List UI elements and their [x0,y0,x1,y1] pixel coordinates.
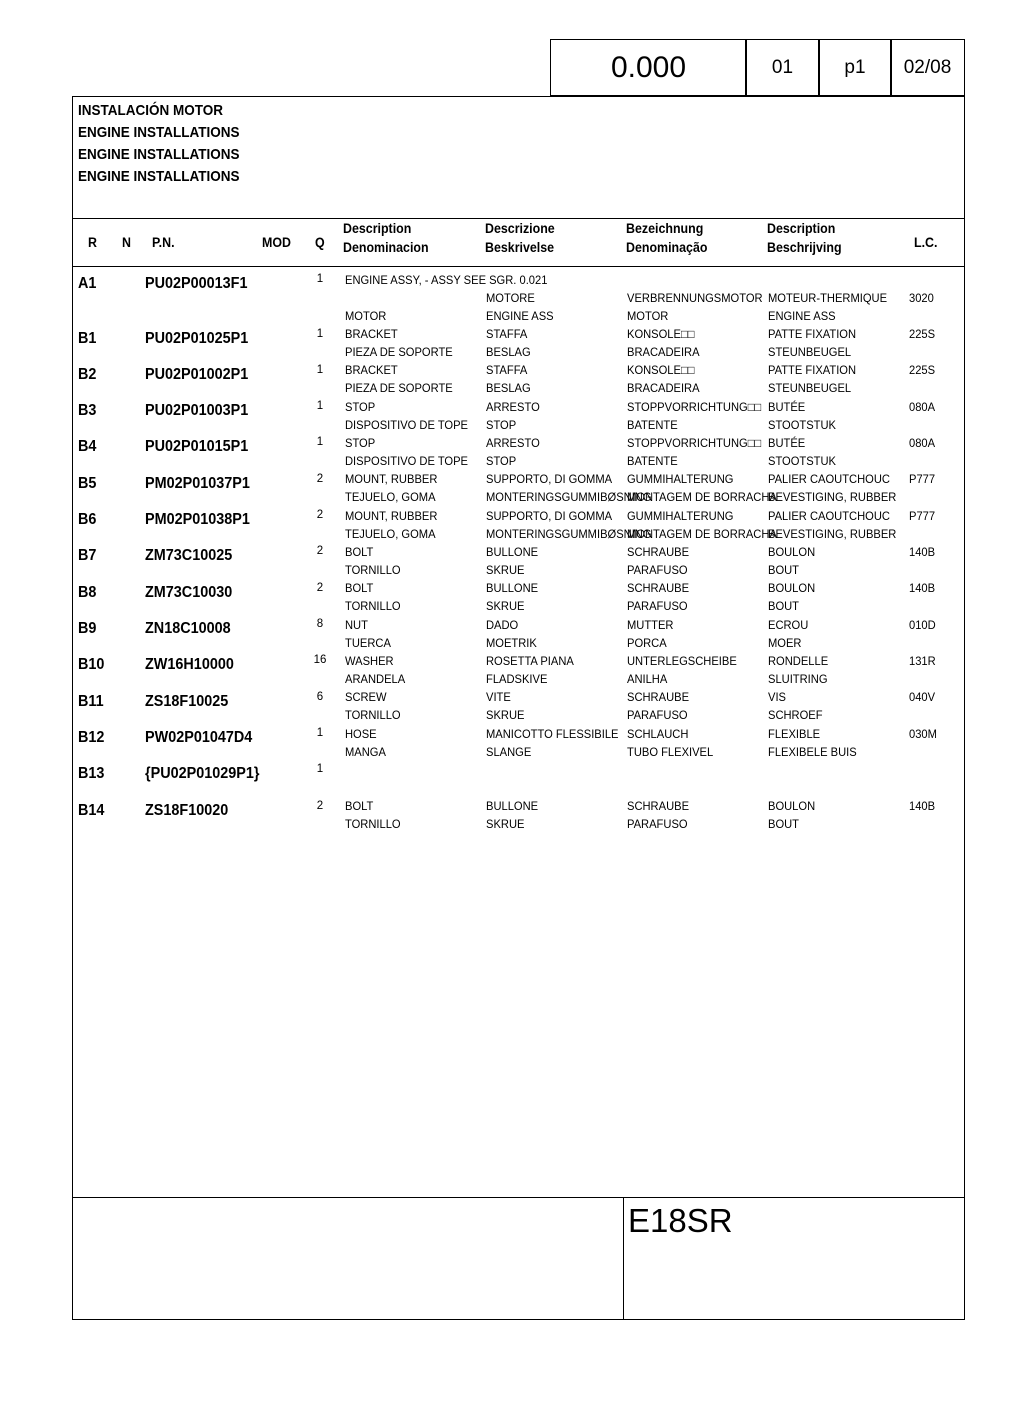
row-desc-en: BRACKET [345,363,398,377]
row-desc-pt: PARAFUSO [627,563,688,577]
row-part-number: ZS18F10025 [145,693,229,710]
row-desc-es: TORNILLO [345,599,401,613]
row-desc-it: BULLONE [486,799,539,813]
row-desc-nl: BOUT [768,817,800,831]
row-desc-fr: MOTEUR-THERMIQUE [768,291,888,305]
row-desc-fr: VIS [768,690,786,704]
row-ref: B3 [78,402,97,419]
row-qty: 1 [316,400,324,412]
row-ref: B10 [78,656,105,673]
row-desc-de: SCHRAUBE [627,581,690,595]
row-ref: B8 [78,584,97,601]
row-part-number: {PU02P01029P1} [145,765,260,782]
section-code-box [550,39,747,96]
col-desc3-bottom: Denominação [626,240,708,255]
row-part-number: PM02P01037P1 [145,475,250,492]
row-desc-da: BESLAG [486,381,531,395]
row-qty: 1 [316,364,324,376]
row-desc-en: WASHER [345,654,394,668]
row-qty: 16 [313,654,327,666]
row-desc-nl: BEVESTIGING, RUBBER [768,527,897,541]
row-lc: 080A [909,436,936,450]
row-desc-pt: PARAFUSO [627,817,688,831]
row-part-number: PU02P01015P1 [145,438,249,455]
row-desc-pt: BATENTE [627,418,678,432]
row-desc-da: SKRUE [486,708,525,722]
row-ref: B12 [78,729,105,746]
row-desc-da: MOETRIK [486,636,537,650]
row-part-number: PW02P01047D4 [145,729,253,746]
row-desc-da: STOP [486,418,517,432]
col-r: R [88,235,97,250]
row-part-number: PU02P01003P1 [145,402,249,419]
row-desc-nl: SLUITRING [768,672,828,686]
row-desc-it: BULLONE [486,545,539,559]
row-lc: 030M [909,727,937,741]
row-desc-it: SUPPORTO, DI GOMMA [486,509,613,523]
row-desc-pt: BATENTE [627,454,678,468]
row-ref: A1 [78,275,97,292]
row-desc-es: TEJUELO, GOMA [345,490,436,504]
page-label: p1 [844,56,866,78]
row-qty: 2 [316,473,324,485]
row-desc-es: TEJUELO, GOMA [345,527,436,541]
row-desc-da: BESLAG [486,345,531,359]
row-part-number: ZS18F10020 [145,802,229,819]
row-qty: 2 [316,509,324,521]
row-desc-it: ARRESTO [486,400,540,414]
row-desc-de: STOPPVORRICHTUNG□□ [627,436,762,450]
row-desc-nl: BOUT [768,599,800,613]
row-desc-en: BRACKET [345,327,398,341]
row-ref: B7 [78,547,97,564]
row-desc-es: TUERCA [345,636,391,650]
title-line-es: INSTALACIÓN MOTOR [78,102,223,119]
row-qty: 2 [316,800,324,812]
row-desc-it: MOTORE [486,291,535,305]
row-desc-long: ENGINE ASSY, - ASSY SEE SGR. 0.021 [345,273,548,287]
col-desc2-top: Descrizione [485,221,555,236]
row-desc-it: BULLONE [486,581,539,595]
row-desc-en: STOP [345,436,376,450]
row-desc-en: BOLT [345,581,374,595]
row-qty: 1 [316,727,324,739]
row-desc-es: TORNILLO [345,817,401,831]
row-desc-pt: PORCA [627,636,667,650]
row-desc-fr: ECROU [768,618,809,632]
row-part-number: ZM73C10025 [145,547,233,564]
row-desc-de: KONSOLE□□ [627,363,695,377]
row-desc-pt: PARAFUSO [627,599,688,613]
row-desc-fr: PALIER CAOUTCHOUC [768,472,890,486]
row-desc-it: MANICOTTO FLESSIBILE [486,727,619,741]
row-part-number: PU02P01002P1 [145,366,249,383]
row-qty: 1 [316,273,324,285]
date: 02/08 [903,56,952,78]
row-desc-de: KONSOLE□□ [627,327,695,341]
row-ref: B1 [78,330,97,347]
row-lc: 131R [909,654,936,668]
col-lc: L.C. [914,235,938,250]
row-ref: B9 [78,620,97,637]
row-desc-fr: FLEXIBLE [768,727,821,741]
row-desc-pt: MONTAGEM DE BORRACHA [627,527,777,541]
row-ref: B4 [78,438,97,455]
row-lc: 010D [909,618,936,632]
row-lc: 225S [909,327,936,341]
row-desc-es: DISPOSITIVO DE TOPE [345,418,469,432]
row-desc-de: SCHRAUBE [627,690,690,704]
row-lc: P777 [909,472,936,486]
row-desc-pt: MONTAGEM DE BORRACHA [627,490,777,504]
row-desc-de: GUMMIHALTERUNG [627,509,734,523]
row-lc: 225S [909,363,936,377]
row-desc-fr: RONDELLE [768,654,829,668]
row-qty: 8 [316,618,324,630]
row-desc-en: MOUNT, RUBBER [345,509,438,523]
row-desc-en: HOSE [345,727,377,741]
row-desc-nl: STOOTSTUK [768,454,837,468]
row-desc-pt: ANILHA [627,672,668,686]
row-desc-de: STOPPVORRICHTUNG□□ [627,400,762,414]
row-lc: 140B [909,545,936,559]
row-desc-nl: MOER [768,636,802,650]
row-ref: B2 [78,366,97,383]
row-lc: P777 [909,509,936,523]
row-desc-fr: BUTÉE [768,436,806,450]
row-desc-de: UNTERLEGSCHEIBE [627,654,737,668]
model-code: E18SR [628,1202,733,1239]
col-desc1-top: Description [343,221,412,236]
row-desc-nl: BOUT [768,563,800,577]
row-desc-pt: BRACADEIRA [627,345,700,359]
row-part-number: PU02P01025P1 [145,330,249,347]
row-desc-fr: BOULON [768,581,816,595]
row-desc-da: STOP [486,454,517,468]
row-desc-da: ENGINE ASS [486,309,554,323]
row-desc-es: ARANDELA [345,672,406,686]
row-qty: 6 [316,691,324,703]
row-desc-fr: PATTE FIXATION [768,327,857,341]
title-line-en: ENGINE INSTALLATIONS [78,124,240,141]
row-desc-pt: TUBO FLEXIVEL [627,745,714,759]
row-ref: B13 [78,765,105,782]
row-desc-en: STOP [345,400,376,414]
row-qty: 1 [316,436,324,448]
row-desc-nl: STOOTSTUK [768,418,837,432]
row-desc-pt: BRACADEIRA [627,381,700,395]
row-lc: 080A [909,400,936,414]
row-desc-de: GUMMIHALTERUNG [627,472,734,486]
row-desc-de: SCHRAUBE [627,799,690,813]
row-desc-de: SCHRAUBE [627,545,690,559]
row-qty: 2 [316,582,324,594]
row-desc-it: ARRESTO [486,436,540,450]
row-lc: 040V [909,690,936,704]
row-desc-it: ROSETTA PIANA [486,654,574,668]
code-01-box [745,39,820,96]
row-desc-pt: MOTOR [627,309,669,323]
row-desc-fr: PALIER CAOUTCHOUC [768,509,890,523]
title-line-en-2: ENGINE INSTALLATIONS [78,146,240,163]
row-qty: 2 [316,545,324,557]
row-desc-de: MUTTER [627,618,674,632]
row-desc-fr: BOULON [768,799,816,813]
row-desc-da: MONTERINGSGUMMIBØSNING [486,527,652,541]
row-desc-en: SCREW [345,690,387,704]
row-desc-es: PIEZA DE SOPORTE [345,381,453,395]
row-part-number: ZN18C10008 [145,620,231,637]
row-desc-it: VITE [486,690,511,704]
title-line-en-3: ENGINE INSTALLATIONS [78,168,240,185]
row-part-number: ZW16H10000 [145,656,234,673]
row-desc-en: BOLT [345,545,374,559]
row-desc-es: MOTOR [345,309,387,323]
row-desc-nl: ENGINE ASS [768,309,836,323]
row-desc-de: SCHLAUCH [627,727,689,741]
row-ref: B11 [78,693,104,710]
footer-vertical-divider [623,1197,624,1320]
header-bottom-divider [72,266,965,267]
col-desc2-bottom: Beskrivelse [485,240,555,255]
row-part-number: ZM73C10030 [145,584,233,601]
row-lc: 140B [909,581,936,595]
row-desc-es: DISPOSITIVO DE TOPE [345,454,469,468]
row-ref: B6 [78,511,97,528]
col-desc4-top: Description [767,221,836,236]
row-lc: 3020 [909,291,934,305]
row-desc-fr: BOULON [768,545,816,559]
row-desc-en: MOUNT, RUBBER [345,472,438,486]
row-desc-nl: FLEXIBELE BUIS [768,745,857,759]
row-desc-it: SUPPORTO, DI GOMMA [486,472,613,486]
row-desc-en: NUT [345,618,368,632]
page-label-box [818,39,892,96]
col-desc4-bottom: Beschrijving [767,240,842,255]
row-desc-it: STAFFA [486,327,528,341]
row-qty: 1 [316,328,324,340]
row-desc-en: BOLT [345,799,374,813]
col-desc3-top: Bezeichnung [626,221,704,236]
row-lc: 140B [909,799,936,813]
row-desc-es: TORNILLO [345,708,401,722]
row-part-number: PU02P00013F1 [145,275,248,292]
header-top-divider [72,218,965,219]
row-desc-da: SLANGE [486,745,532,759]
row-ref: B14 [78,802,105,819]
row-desc-de: VERBRENNUNGSMOTOR [627,291,763,305]
row-ref: B5 [78,475,97,492]
row-desc-es: MANGA [345,745,386,759]
row-part-number: PM02P01038P1 [145,511,250,528]
row-desc-es: TORNILLO [345,563,401,577]
code-01: 01 [771,56,794,78]
row-desc-da: SKRUE [486,817,525,831]
col-mod: MOD [262,235,291,250]
row-desc-da: FLADSKIVE [486,672,548,686]
row-qty: 1 [316,763,324,775]
row-desc-pt: PARAFUSO [627,708,688,722]
row-desc-nl: BEVESTIGING, RUBBER [768,490,897,504]
row-desc-fr: PATTE FIXATION [768,363,857,377]
row-desc-es: PIEZA DE SOPORTE [345,345,453,359]
row-desc-da: MONTERINGSGUMMIBØSNING [486,490,652,504]
col-pn: P.N. [152,235,175,250]
section-code: 0.000 [610,50,687,84]
row-desc-it: STAFFA [486,363,528,377]
col-q: Q [315,235,325,250]
row-desc-da: SKRUE [486,563,525,577]
col-desc1-bottom: Denominacion [343,240,429,255]
col-n: N [122,235,131,250]
row-desc-nl: STEUNBEUGEL [768,345,852,359]
title-block [78,100,257,188]
row-desc-it: DADO [486,618,519,632]
row-desc-da: SKRUE [486,599,525,613]
row-desc-fr: BUTÉE [768,400,806,414]
date-box [890,39,965,96]
row-desc-nl: STEUNBEUGEL [768,381,852,395]
row-desc-nl: SCHROEF [768,708,823,722]
footer-divider [72,1197,965,1198]
